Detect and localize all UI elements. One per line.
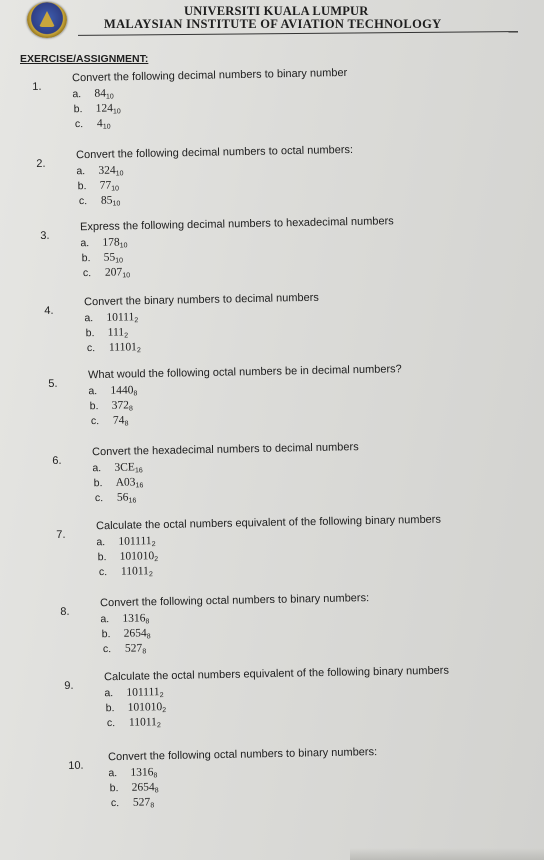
item-base-subscript: 8 bbox=[124, 420, 129, 428]
question-number: 6. bbox=[52, 454, 62, 467]
item-number: 124 bbox=[95, 102, 114, 115]
item-number: 10111 bbox=[106, 311, 135, 324]
item-number: 84 bbox=[94, 87, 107, 100]
item-number: 4 bbox=[96, 117, 103, 130]
item-base-subscript: 2 bbox=[156, 722, 161, 730]
item-number: 11011 bbox=[120, 565, 150, 578]
institute-name: MALAYSIAN INSTITUTE OF AVIATION TECHNOLOGY bbox=[104, 17, 442, 31]
item-number: 527 bbox=[132, 796, 151, 809]
item-base-subscript: 8 bbox=[133, 390, 138, 398]
item-number: 111 bbox=[107, 326, 125, 339]
item-letter: a. bbox=[84, 312, 94, 325]
question-number: 5. bbox=[48, 377, 58, 390]
question-item bbox=[91, 414, 129, 428]
question-item bbox=[95, 491, 137, 505]
item-number: 101111 bbox=[126, 686, 160, 699]
item-base-subscript: 16 bbox=[134, 467, 143, 475]
item-number: 3CE bbox=[114, 461, 135, 474]
question-item bbox=[74, 102, 121, 116]
item-number: 527 bbox=[124, 642, 143, 655]
item-letter: a. bbox=[92, 462, 102, 475]
question-number: 3. bbox=[40, 229, 50, 242]
item-base-subscript: 10 bbox=[115, 170, 124, 178]
item-base-subscript: 8 bbox=[153, 772, 158, 780]
item-base-subscript: 10 bbox=[122, 272, 131, 280]
item-base-subscript: 16 bbox=[128, 497, 137, 505]
item-letter: c. bbox=[106, 717, 116, 730]
item-letter: b. bbox=[81, 252, 91, 265]
item-base-subscript: 2 bbox=[159, 692, 164, 700]
item-letter: b. bbox=[105, 702, 115, 715]
question-text: Convert the following octal numbers to binary numbers: bbox=[107, 746, 378, 764]
item-letter: c. bbox=[82, 267, 92, 280]
item-number: 178 bbox=[102, 236, 120, 249]
item-letter: b. bbox=[73, 103, 83, 116]
item-number: 101010 bbox=[119, 550, 155, 563]
question-item bbox=[86, 326, 129, 340]
item-letter: a. bbox=[104, 687, 114, 700]
crest-emblem-icon bbox=[39, 11, 55, 27]
question-item bbox=[90, 399, 133, 413]
question-item bbox=[88, 384, 137, 398]
item-number: 324 bbox=[98, 164, 116, 177]
question-number: 1. bbox=[32, 80, 42, 93]
item-base-subscript: 8 bbox=[128, 405, 133, 413]
question-item bbox=[98, 550, 159, 564]
item-base-subscript: 8 bbox=[145, 618, 150, 626]
question-text: Convert the following decimal numbers to binary number bbox=[71, 66, 348, 85]
item-number: 1440 bbox=[110, 384, 134, 397]
item-base-subscript: 2 bbox=[151, 541, 156, 549]
item-number: 55 bbox=[103, 251, 116, 264]
item-base-subscript: 10 bbox=[115, 257, 124, 265]
question-text: What would the following octal numbers be in decimal numbers? bbox=[87, 363, 402, 382]
item-base-subscript: 8 bbox=[154, 787, 159, 795]
question-item bbox=[84, 311, 138, 325]
university-name: UNIVERSITI KUALA LUMPUR bbox=[184, 4, 369, 18]
item-letter: b. bbox=[109, 782, 119, 795]
question-number: 10. bbox=[68, 759, 84, 772]
item-number: A03 bbox=[115, 476, 136, 489]
item-letter: c. bbox=[86, 342, 96, 355]
question-item bbox=[104, 686, 163, 700]
question-number: 7. bbox=[56, 528, 66, 541]
question-item bbox=[82, 251, 124, 265]
item-letter: b. bbox=[97, 551, 107, 564]
item-base-subscript: 8 bbox=[150, 802, 155, 810]
question-item bbox=[94, 476, 144, 490]
question-item bbox=[99, 565, 153, 579]
item-number: 101010 bbox=[127, 701, 163, 714]
question-text: Convert the following decimal numbers to octal numbers: bbox=[75, 143, 354, 162]
item-number: 1316 bbox=[122, 612, 146, 625]
item-number: 207 bbox=[104, 266, 123, 279]
question-text: Convert the binary numbers to decimal numbers bbox=[83, 291, 319, 309]
item-base-subscript: 8 bbox=[146, 633, 151, 641]
question-item bbox=[87, 341, 141, 355]
item-letter: c. bbox=[94, 492, 104, 505]
item-base-subscript: 2 bbox=[134, 317, 139, 325]
item-number: 56 bbox=[116, 491, 129, 504]
question-item bbox=[106, 701, 167, 715]
question-number: 8. bbox=[60, 605, 70, 618]
university-crest-logo bbox=[27, 2, 67, 38]
question-number: 4. bbox=[44, 304, 54, 317]
item-letter: c. bbox=[78, 195, 88, 208]
item-letter: a. bbox=[100, 613, 110, 626]
item-base-subscript: 10 bbox=[105, 93, 114, 101]
item-base-subscript: 10 bbox=[102, 123, 111, 131]
question-item bbox=[96, 535, 155, 549]
item-number: 74 bbox=[112, 414, 125, 427]
question-item bbox=[83, 266, 130, 280]
question-item bbox=[107, 716, 161, 730]
question-item bbox=[102, 627, 151, 641]
item-letter: b. bbox=[89, 400, 99, 413]
item-number: 77 bbox=[99, 179, 112, 192]
question-item bbox=[103, 642, 146, 656]
item-number: 11011 bbox=[128, 716, 158, 729]
item-letter: a. bbox=[80, 237, 90, 250]
item-letter: b. bbox=[85, 327, 95, 340]
item-base-subscript: 10 bbox=[111, 185, 120, 193]
item-letter: a. bbox=[108, 767, 118, 780]
question-item bbox=[75, 118, 111, 132]
question-text: Convert the hexadecimal numbers to decimal numbers bbox=[91, 441, 359, 459]
question-text: Calculate the octal numbers equivalent of the following binary numbers bbox=[95, 513, 442, 533]
section-title: EXERCISE/ASSIGNMENT: bbox=[20, 53, 149, 65]
item-base-subscript: 10 bbox=[112, 200, 121, 208]
item-base-subscript: 8 bbox=[142, 648, 147, 656]
item-letter: c. bbox=[98, 566, 108, 579]
item-letter: c. bbox=[74, 118, 84, 131]
question-number: 2. bbox=[36, 157, 46, 170]
item-base-subscript: 10 bbox=[112, 108, 121, 116]
item-number: 11101 bbox=[108, 341, 138, 354]
question-item bbox=[100, 612, 149, 626]
item-letter: b. bbox=[93, 477, 103, 490]
item-base-subscript: 16 bbox=[135, 482, 144, 490]
item-number: 85 bbox=[100, 194, 113, 207]
question-item bbox=[80, 236, 127, 250]
question-item bbox=[76, 164, 123, 178]
item-base-subscript: 10 bbox=[119, 242, 128, 250]
item-base-subscript: 2 bbox=[148, 571, 153, 579]
item-letter: c. bbox=[110, 797, 120, 810]
item-number: 1316 bbox=[130, 766, 154, 779]
item-letter: a. bbox=[72, 88, 82, 101]
item-letter: b. bbox=[101, 628, 111, 641]
item-base-subscript: 2 bbox=[124, 332, 129, 340]
item-base-subscript: 2 bbox=[136, 347, 141, 355]
question-item bbox=[72, 87, 114, 101]
item-letter: a. bbox=[76, 165, 86, 178]
question-item bbox=[78, 179, 120, 193]
question-item bbox=[92, 461, 142, 475]
item-number: 2654 bbox=[131, 781, 155, 794]
question-number: 9. bbox=[64, 679, 74, 692]
question-item bbox=[110, 781, 159, 795]
item-number: 2654 bbox=[123, 627, 147, 640]
question-item bbox=[79, 194, 121, 208]
item-number: 372 bbox=[111, 399, 130, 412]
question-item bbox=[108, 766, 157, 780]
question-item bbox=[111, 796, 154, 810]
item-letter: a. bbox=[96, 536, 106, 549]
question-text: Express the following decimal numbers to hexadecimal numbers bbox=[79, 215, 394, 234]
item-base-subscript: 2 bbox=[154, 556, 159, 564]
item-letter: c. bbox=[90, 415, 100, 428]
item-base-subscript: 2 bbox=[162, 707, 167, 715]
item-letter: c. bbox=[102, 643, 112, 656]
page-edge-shadow bbox=[350, 848, 544, 860]
question-text: Convert the following octal numbers to binary numbers: bbox=[99, 592, 370, 610]
item-number: 101111 bbox=[118, 535, 152, 548]
item-letter: b. bbox=[77, 180, 87, 193]
question-text: Calculate the octal numbers equivalent of the following binary numbers bbox=[103, 664, 450, 684]
item-letter: a. bbox=[88, 385, 98, 398]
